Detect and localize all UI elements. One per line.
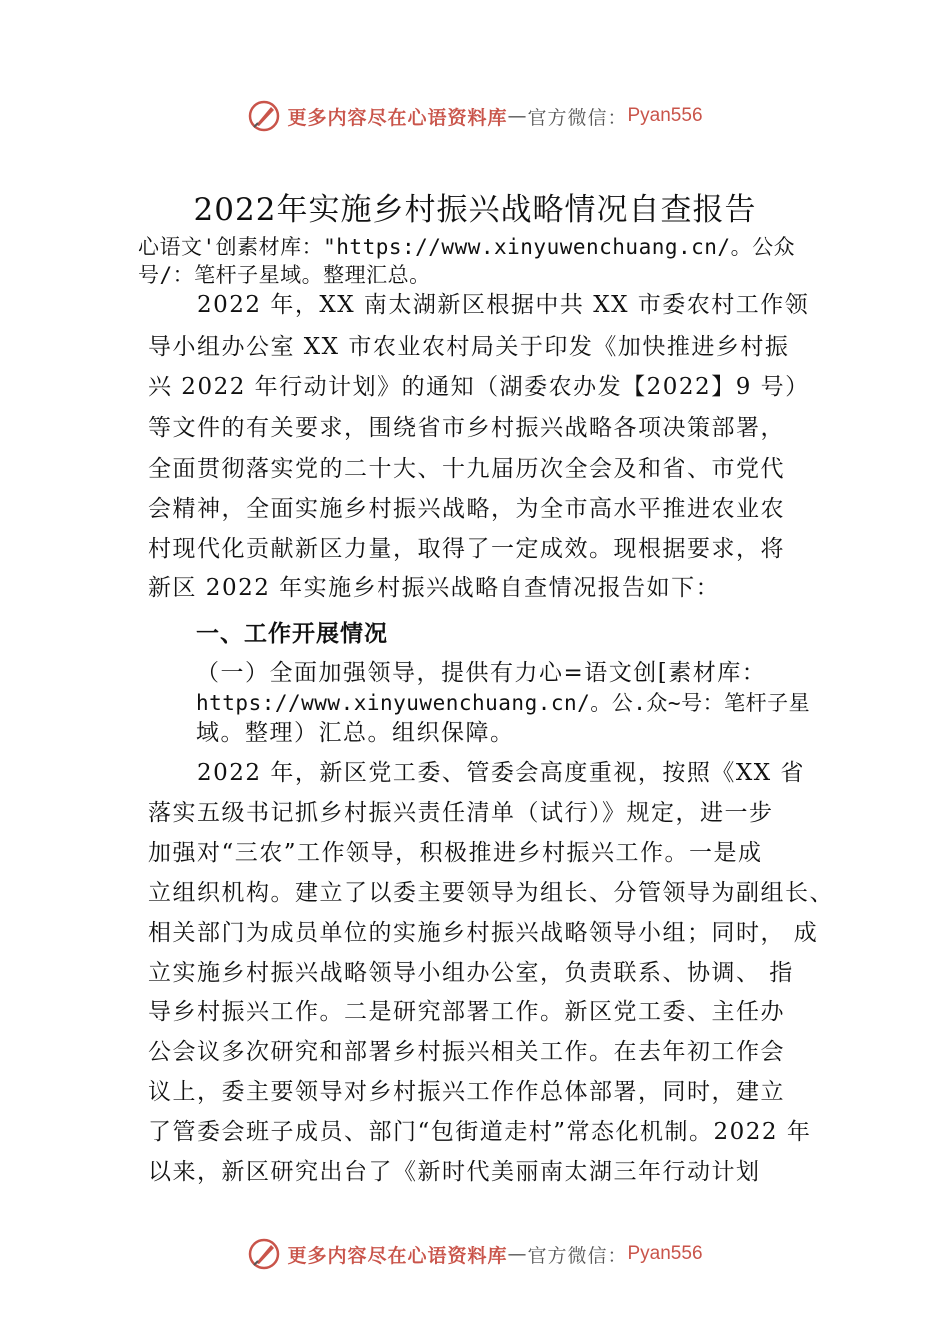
body-line: 议上，委主要领导对乡村振兴工作作总体部署，同时，建立 xyxy=(148,1079,785,1105)
watermark-banner-bottom xyxy=(0,1232,950,1276)
body-line: 立组织机构。建立了以委主要领导为组长、分管领导为副组长、 xyxy=(148,880,834,906)
intro-line: 会精神，全面实施乡村振兴战略，为全市高水平推进农业农 xyxy=(148,496,785,522)
quill-logo-icon xyxy=(247,99,281,133)
body-line: 2022 年，新区党工委、管委会高度重视，按照《XX 省 xyxy=(148,760,805,786)
body-line: 以来，新区研究出台了《新时代美丽南太湖三年行动计划 xyxy=(148,1159,761,1185)
watermark-wechat-id: Pyan556 xyxy=(627,1243,703,1264)
body-line: 加强对“三农”工作领导，积极推进乡村振兴工作。一是成 xyxy=(148,840,763,866)
watermark-sub-text: 官方微信： xyxy=(527,1244,628,1267)
intro-line: 导小组办公室 XX 市农业农村局关于印发《加快推进乡村振 xyxy=(148,334,790,360)
watermark-main-text: 更多内容尽在心语资料库 xyxy=(287,1244,508,1267)
watermark-wechat-id: Pyan556 xyxy=(627,105,703,126)
source-line: 号/：笔杆子星域。整理汇总。 xyxy=(138,263,431,287)
watermark-banner-top xyxy=(0,94,950,138)
body-line: 公会议多次研究和部署乡村振兴相关工作。在去年初工作会 xyxy=(148,1039,785,1065)
watermark-main-text: 更多内容尽在心语资料库 xyxy=(287,106,508,129)
body-line: 导乡村振兴工作。二是研究部署工作。新区党工委、主任办 xyxy=(148,999,785,1025)
watermark-sub-text: 官方微信： xyxy=(527,106,628,129)
subsection-line: 域。整理）汇总。组织保障。 xyxy=(196,720,515,746)
watermark-dash: — xyxy=(507,1243,528,1265)
quill-logo-icon xyxy=(247,1237,281,1271)
watermark-dash: — xyxy=(507,105,528,127)
subsection-line: （一）全面加强领导，提供有力心=语文创[素材库： xyxy=(196,660,767,686)
intro-line: 兴 2022 年行动计划》的通知（湖委农办发【2022】9 号） xyxy=(148,374,810,400)
section-heading: 一、工作开展情况 xyxy=(196,621,388,647)
document-title: 2022年实施乡村振兴战略情况自查报告 xyxy=(193,192,757,228)
intro-line: 全面贯彻落实党的二十大、十九届历次全会及和省、市党代 xyxy=(148,456,785,482)
intro-line: 村现代化贡献新区力量，取得了一定成效。现根据要求，将 xyxy=(148,536,785,562)
body-line: 了管委会班子成员、部门“包街道走村”常态化机制。2022 年 xyxy=(148,1119,812,1145)
subsection-line: https://www.xinyuwenchuang.cn/。公.众~号：笔杆子星 xyxy=(196,691,811,715)
intro-line: 2022 年，XX 南太湖新区根据中共 XX 市委农村工作领 xyxy=(148,292,810,318)
intro-line: 等文件的有关要求，围绕省市乡村振兴战略各项决策部署， xyxy=(148,415,785,441)
source-line: 心语文'创素材库："https://www.xinyuwenchuang.cn/。公众 xyxy=(138,235,796,259)
body-line: 相关部门为成员单位的实施乡村振兴战略领导小组；同时， 成 xyxy=(148,920,819,946)
body-line: 落实五级书记抓乡村振兴责任清单（试行）》规定，进一步 xyxy=(148,800,774,826)
intro-line: 新区 2022 年实施乡村振兴战略自查情况报告如下： xyxy=(148,575,721,601)
body-line: 立实施乡村振兴战略领导小组办公室，负责联系、协调、 指 xyxy=(148,960,794,986)
